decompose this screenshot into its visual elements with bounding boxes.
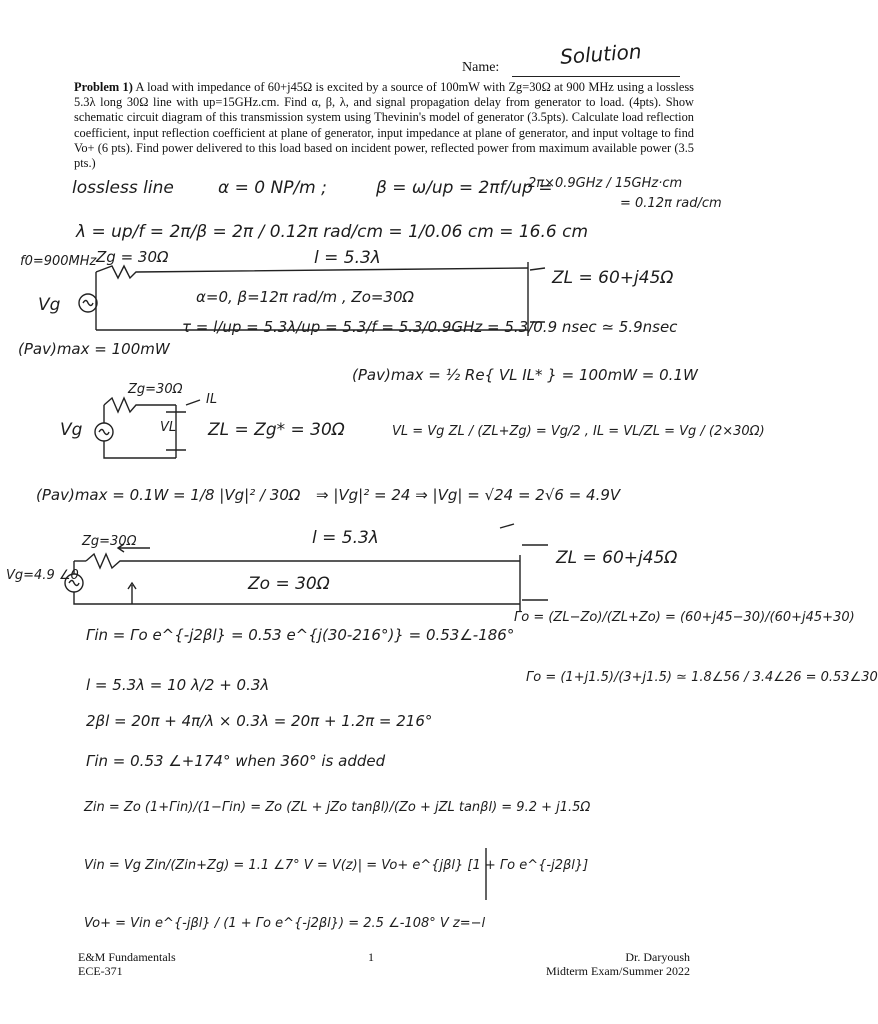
matched-circuit — [95, 398, 200, 458]
beta-fraction: 2π×0.9GHz / 15GHz·cm — [528, 176, 683, 191]
vo-eq: Vo+ = Vin e^{-jβl} / (1 + Γo e^{-j2βl}) = 2.5 ∠-108° V z=−l — [84, 916, 486, 931]
gamma-in-2: Γin = 0.53 ∠+174° when 360° is added — [86, 752, 386, 770]
problem-text: A load with impedance of 60+j45Ω is excited by a source of 100mW with Zg=30Ω at 900 MHz using a lossless 5.3λ long 30Ω line with up=15GHz.cm. Find α, β, λ, and signal propagation delay from generator to load. (4pts). Show schematic circuit diagram of this transmission system using Thevinin's model of generator (3.5pts). Calculate load reflection coefficient, input reflection coefficient at plane of generator, input impedance at plane of generator, and input voltage to find Vo+ (6 pts). Find power delivered to this load based on incident power, reflected power from maximum available power (3.5 pts.) — [74, 80, 695, 171]
lossless-label: lossless line — [72, 178, 174, 198]
zl-label-1: ZL = 60+j45Ω — [552, 268, 674, 288]
delay-eq: τ = l/up = 5.3λ/up = 5.3/f = 5.3/0.9GHz = 5.3/0.9 nsec ≃ 5.9nsec — [182, 318, 678, 336]
z0-label: Zo = 30Ω — [248, 574, 330, 594]
course-name: E&M Fundamentals — [78, 950, 176, 964]
vl-eq: VL = Vg ZL / (ZL+Zg) = Vg/2 , IL = VL/ZL = Vg / (2×30Ω) — [392, 424, 765, 439]
alpha-eq: α = 0 NP/m ; — [218, 178, 327, 198]
zg-label-2: Zg=30Ω — [128, 382, 183, 397]
vin-eq: Vin = Vg Zin/(Zin+Zg) = 1.1 ∠7° V = V(z)| = Vo+ e^{jβl} [1 + Γo e^{-j2βl}] — [84, 858, 589, 873]
beta-eq: β = ω/up = 2πf/up = — [376, 178, 553, 198]
vl-label: VL — [160, 420, 177, 435]
pav-max-2: (Pav)max = ½ Re{ VL IL* } = 100mW = 0.1W — [352, 366, 698, 384]
lambda-eq: λ = up/f = 2π/β = 2π / 0.12π rad/cm = 1/0.06 cm = 16.6 cm — [76, 222, 589, 242]
gamma-0-value: Γo = (1+j1.5)/(3+j1.5) ≃ 1.8∠56 / 3.4∠26 = 0.53∠30 — [526, 670, 878, 685]
zg-label-3: Zg=30Ω — [82, 534, 137, 549]
problem-label: Problem 1) — [74, 80, 133, 94]
gamma-in-1: Γin = Γo e^{-j2βl} = 0.53 e^{j(30-216°)} = 0.53∠-186° — [86, 626, 515, 644]
zin-eq: Zin = Zo (1+Γin)/(1−Γin) = Zo (ZL + jZo tanβl)/(Zo + jZL tanβl) = 9.2 + j1.5Ω — [84, 800, 591, 815]
vg-label-2: Vg — [60, 420, 83, 440]
il-label: IL — [206, 392, 218, 407]
freq-label: f0=900MHz — [20, 254, 97, 269]
length-label-2: l = 5.3λ — [312, 528, 379, 548]
footer-right — [540, 950, 690, 978]
exam-info: Midterm Exam/Summer 2022 — [546, 964, 690, 978]
length-split: l = 5.3λ = 10 λ/2 + 0.3λ — [86, 676, 270, 694]
vg-label-1: Vg — [38, 295, 61, 315]
name-label: Name: — [462, 60, 500, 75]
name-value: Solution — [559, 39, 643, 69]
beta-result: = 0.12π rad/cm — [620, 196, 722, 211]
match-eq: ZL = Zg* = 30Ω — [208, 420, 345, 440]
line-params: α=0, β=12π rad/m , Zo=30Ω — [196, 288, 414, 306]
pav-max-3: (Pav)max = 0.1W = 1/8 |Vg|² / 30Ω — [36, 486, 301, 504]
gamma-0-eq: Γo = (ZL−Zo)/(ZL+Zo) = (60+j45−30)/(60+j45+30) — [514, 610, 855, 625]
page-number: 1 — [368, 950, 374, 964]
zg-label-1: Zg = 30Ω — [96, 248, 169, 266]
phase-eq: 2βl = 20π + 4π/λ × 0.3λ = 20π + 1.2π = 216° — [86, 712, 433, 730]
zl-label-2: ZL = 60+j45Ω — [556, 548, 678, 568]
course-code: ECE-371 — [78, 964, 123, 978]
length-label-1: l = 5.3λ — [314, 248, 381, 268]
vg-phasor: Vg=4.9 ∠0 — [6, 568, 79, 583]
pav-max-1: (Pav)max = 100mW — [18, 340, 170, 358]
line-diagram-2 — [65, 524, 548, 612]
author: Dr. Daryoush — [625, 950, 690, 964]
vg-magnitude: ⇒ |Vg|² = 24 ⇒ |Vg| = √24 = 2√6 = 4.9V — [316, 486, 621, 504]
footer-left — [78, 950, 176, 978]
